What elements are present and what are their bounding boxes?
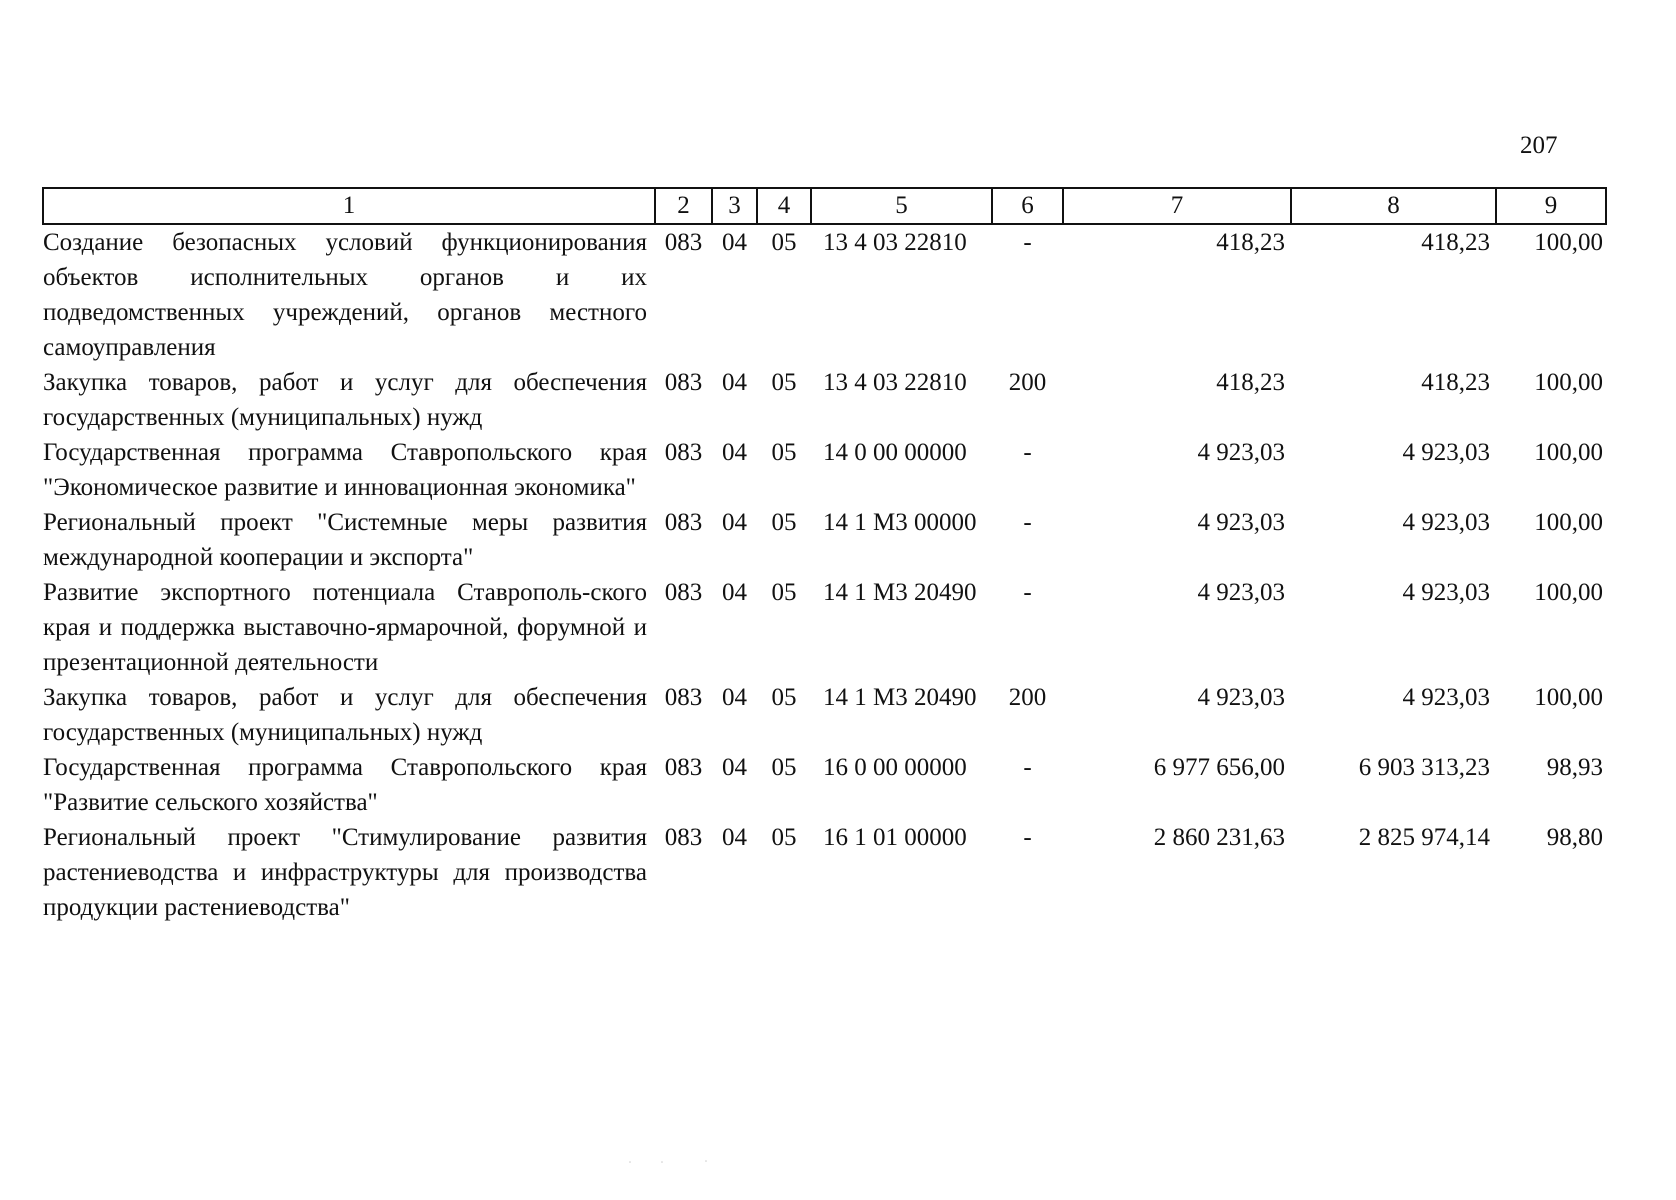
row-section-code: 04	[722, 439, 747, 466]
row-executed: 4 923,03	[1402, 579, 1490, 606]
row-ministry-code: 083	[664, 754, 703, 781]
table-header	[43, 188, 1606, 224]
row-target-code: 14 1 М3 20490	[823, 579, 977, 606]
row-ministry-code: 083	[664, 229, 703, 256]
row-name: Создание безопасных условий функционирования объектов исполнительных органов и их подведомственных учреждений, органов местного самоуправления	[43, 229, 647, 361]
row-expense-type: -	[1023, 824, 1032, 851]
header-col-1: 1	[43, 188, 655, 224]
row-name: Региональный проект "Стимулирование развития растениеводства и инфраструктуры для производства продукции растениеводства"	[43, 824, 647, 921]
row-executed: 4 923,03	[1402, 684, 1490, 711]
row-percent: 100,00	[1534, 369, 1603, 396]
table-body	[43, 224, 1606, 925]
row-planned: 418,23	[1216, 369, 1285, 396]
table-row	[43, 680, 1606, 750]
row-ministry-code: 083	[664, 684, 703, 711]
row-subsection-code: 05	[771, 509, 797, 536]
header-col-8: 8	[1291, 188, 1496, 224]
row-subsection-code: 05	[771, 369, 797, 396]
budget-table	[42, 187, 1607, 925]
row-ministry-code: 083	[664, 579, 703, 606]
row-section-code: 04	[722, 754, 747, 781]
scan-speck	[705, 1160, 707, 1162]
row-name: Закупка товаров, работ и услуг для обеспечения государственных (муниципальных) нужд	[43, 369, 647, 431]
row-percent: 100,00	[1534, 439, 1603, 466]
row-planned: 2 860 231,63	[1153, 824, 1285, 851]
row-executed: 2 825 974,14	[1358, 824, 1490, 851]
row-target-code: 16 0 00 00000	[823, 754, 967, 781]
table-row	[43, 224, 1606, 365]
row-executed: 418,23	[1421, 229, 1490, 256]
row-subsection-code: 05	[771, 439, 797, 466]
header-col-4: 4	[757, 188, 811, 224]
row-percent: 98,80	[1546, 824, 1603, 851]
row-section-code: 04	[722, 824, 747, 851]
row-subsection-code: 05	[771, 229, 797, 256]
row-subsection-code: 05	[771, 579, 797, 606]
row-section-code: 04	[722, 509, 747, 536]
row-target-code: 14 1 М3 20490	[823, 684, 977, 711]
row-ministry-code: 083	[664, 509, 703, 536]
page-number: 207	[1520, 132, 1558, 159]
row-name: Развитие экспортного потенциала Ставрополь-ского края и поддержка выставочно-ярмарочной, форумной и презентационной деятельности	[43, 579, 647, 676]
row-percent: 100,00	[1534, 684, 1603, 711]
row-target-code: 14 0 00 00000	[823, 439, 967, 466]
row-executed: 4 923,03	[1402, 439, 1490, 466]
row-target-code: 14 1 М3 00000	[823, 509, 977, 536]
header-col-2: 2	[655, 188, 712, 224]
row-planned: 4 923,03	[1197, 684, 1285, 711]
row-percent: 98,93	[1546, 754, 1603, 781]
row-percent: 100,00	[1534, 579, 1603, 606]
row-ministry-code: 083	[664, 439, 703, 466]
header-row	[43, 188, 1606, 224]
header-col-7: 7	[1063, 188, 1291, 224]
header-col-5: 5	[811, 188, 992, 224]
table-row	[43, 435, 1606, 505]
scan-speck	[661, 1161, 663, 1163]
row-expense-type: 200	[1008, 684, 1047, 711]
row-name: Государственная программа Ставропольского края "Экономическое развитие и инновационная экономика"	[43, 439, 647, 501]
row-executed: 418,23	[1421, 369, 1490, 396]
row-executed: 6 903 313,23	[1358, 754, 1490, 781]
header-col-9: 9	[1496, 188, 1606, 224]
table-row	[43, 575, 1606, 680]
row-planned: 4 923,03	[1197, 439, 1285, 466]
row-planned: 4 923,03	[1197, 509, 1285, 536]
row-expense-type: -	[1023, 229, 1032, 256]
row-executed: 4 923,03	[1402, 509, 1490, 536]
row-section-code: 04	[722, 684, 747, 711]
row-target-code: 13 4 03 22810	[823, 369, 967, 396]
row-expense-type: -	[1023, 439, 1032, 466]
row-percent: 100,00	[1534, 229, 1603, 256]
row-expense-type: -	[1023, 754, 1032, 781]
row-ministry-code: 083	[664, 824, 703, 851]
table-row	[43, 505, 1606, 575]
table-row	[43, 750, 1606, 820]
row-ministry-code: 083	[664, 369, 703, 396]
row-subsection-code: 05	[771, 824, 797, 851]
row-planned: 6 977 656,00	[1153, 754, 1285, 781]
row-percent: 100,00	[1534, 509, 1603, 536]
row-section-code: 04	[722, 579, 747, 606]
row-name: Региональный проект "Системные меры развития международной кооперации и экспорта"	[43, 509, 647, 571]
row-name: Государственная программа Ставропольского края "Развитие сельского хозяйства"	[43, 754, 647, 816]
row-name: Закупка товаров, работ и услуг для обеспечения государственных (муниципальных) нужд	[43, 684, 647, 746]
row-section-code: 04	[722, 229, 747, 256]
table-row	[43, 365, 1606, 435]
row-target-code: 16 1 01 00000	[823, 824, 967, 851]
row-planned: 4 923,03	[1197, 579, 1285, 606]
header-col-6: 6	[992, 188, 1063, 224]
row-expense-type: -	[1023, 579, 1032, 606]
row-subsection-code: 05	[771, 754, 797, 781]
scan-speck	[629, 1161, 631, 1163]
row-expense-type: 200	[1008, 369, 1047, 396]
row-expense-type: -	[1023, 509, 1032, 536]
row-subsection-code: 05	[771, 684, 797, 711]
row-target-code: 13 4 03 22810	[823, 229, 967, 256]
row-planned: 418,23	[1216, 229, 1285, 256]
row-section-code: 04	[722, 369, 747, 396]
scan-specks	[628, 1160, 708, 1164]
table-row	[43, 820, 1606, 925]
header-col-3: 3	[712, 188, 757, 224]
